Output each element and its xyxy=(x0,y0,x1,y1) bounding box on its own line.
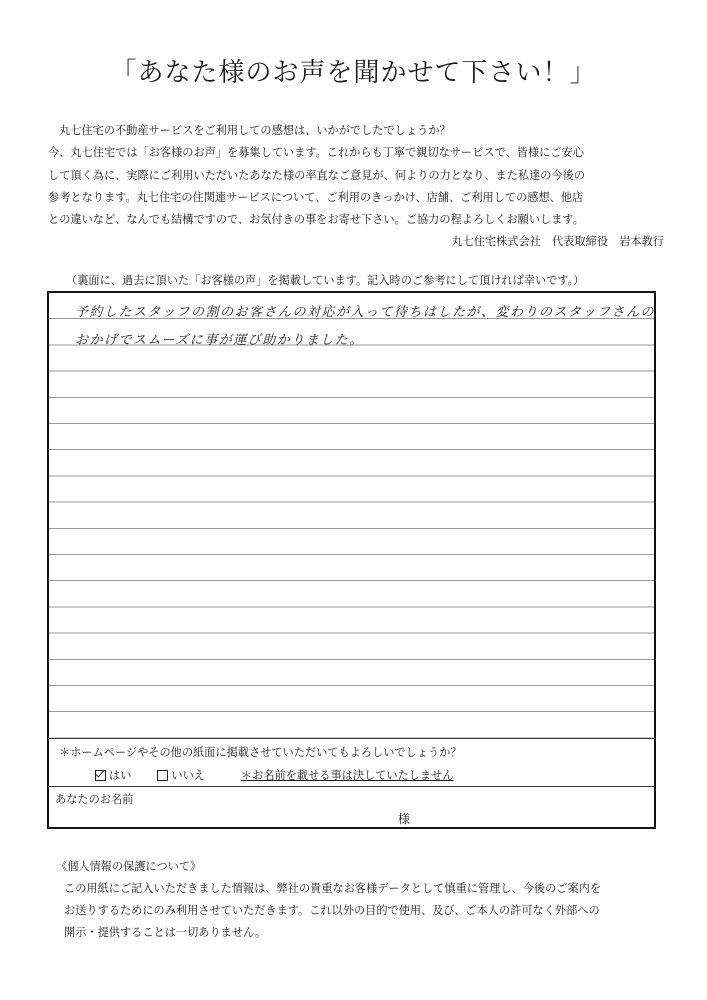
consent-no-option[interactable] xyxy=(157,767,205,783)
checkbox-icon[interactable] xyxy=(157,770,168,781)
intro-line: して頂く為に、実際にご利用いただいたあなた様の率直なご意見が、何よりの力となり、また私達の今後の xyxy=(48,168,586,182)
intro-line: 今、丸七住宅では「お客様のお声」を募集しています。これからも丁寧で親切なサービスで、皆様にご安心 xyxy=(48,146,584,160)
privacy-line: お送りするためにのみ利用させていただきます。これ以外の目的で使用、及び、ご本人の許可なく外部への xyxy=(64,904,600,917)
privacy-policy xyxy=(56,856,684,944)
name-field-label: あなたのお名前 xyxy=(55,793,134,806)
handwritten-comment-line: おかげでスムーズに事が運び助かりました。 xyxy=(75,333,364,348)
consent-question: ＊ホームページやその他の紙面に掲載させていただいてもよろしいでしょうか？ xyxy=(59,746,462,759)
intro-message xyxy=(48,120,668,254)
page-title: 「あなた様のお声を聞かせて下さい！」 xyxy=(110,58,597,88)
reference-notice: （裏面に、過去に頂いた「お客様の声」を掲載しています。記入時のご参考にして頂ければ幸いです。） xyxy=(66,274,585,287)
checkbox-checked-icon[interactable] xyxy=(95,770,106,781)
privacy-line: 開示・提供することは一切ありません。 xyxy=(64,926,267,939)
privacy-heading: 《個人情報の保護について》 xyxy=(56,860,202,873)
divider xyxy=(49,786,654,787)
consent-yes-option[interactable] xyxy=(95,767,131,783)
honorific-suffix: 様 xyxy=(398,812,411,826)
intro-line: 丸七住宅の不動産サービスをご利用しての感想は、いかがでしたでしょうか？ xyxy=(59,124,451,137)
consent-options xyxy=(95,767,454,783)
feedback-form xyxy=(47,291,656,829)
intro-line: 参考となります。丸七住宅の住関連サービスについて、ご利用のきっかけ、店舗、ご利用しての感想、他店 xyxy=(48,190,584,204)
name-privacy-note: ＊お名前を載せる事は決していたしません xyxy=(240,769,454,782)
intro-line: との違いなど、なんでも結構ですので、お気付きの事をお寄せ下さい。ご協力の程よろしくお願いします。 xyxy=(48,213,584,227)
comment-area[interactable] xyxy=(49,293,654,739)
signature: 丸七住宅株式会社 代表取締役 岩本教行 xyxy=(451,235,664,249)
consent-yes-label: はい xyxy=(109,769,132,782)
consent-no-label: いいえ xyxy=(171,769,205,782)
privacy-line: この用紙にご記入いただきました情報は、弊社の貴重なお客様データとして慎重に管理し、今後のご案内を xyxy=(64,882,602,895)
handwritten-comment-line: 予約したスタッフの割のお客さんの対応が入って待ちはしたが、変わりのスタッフさんの xyxy=(75,305,656,320)
